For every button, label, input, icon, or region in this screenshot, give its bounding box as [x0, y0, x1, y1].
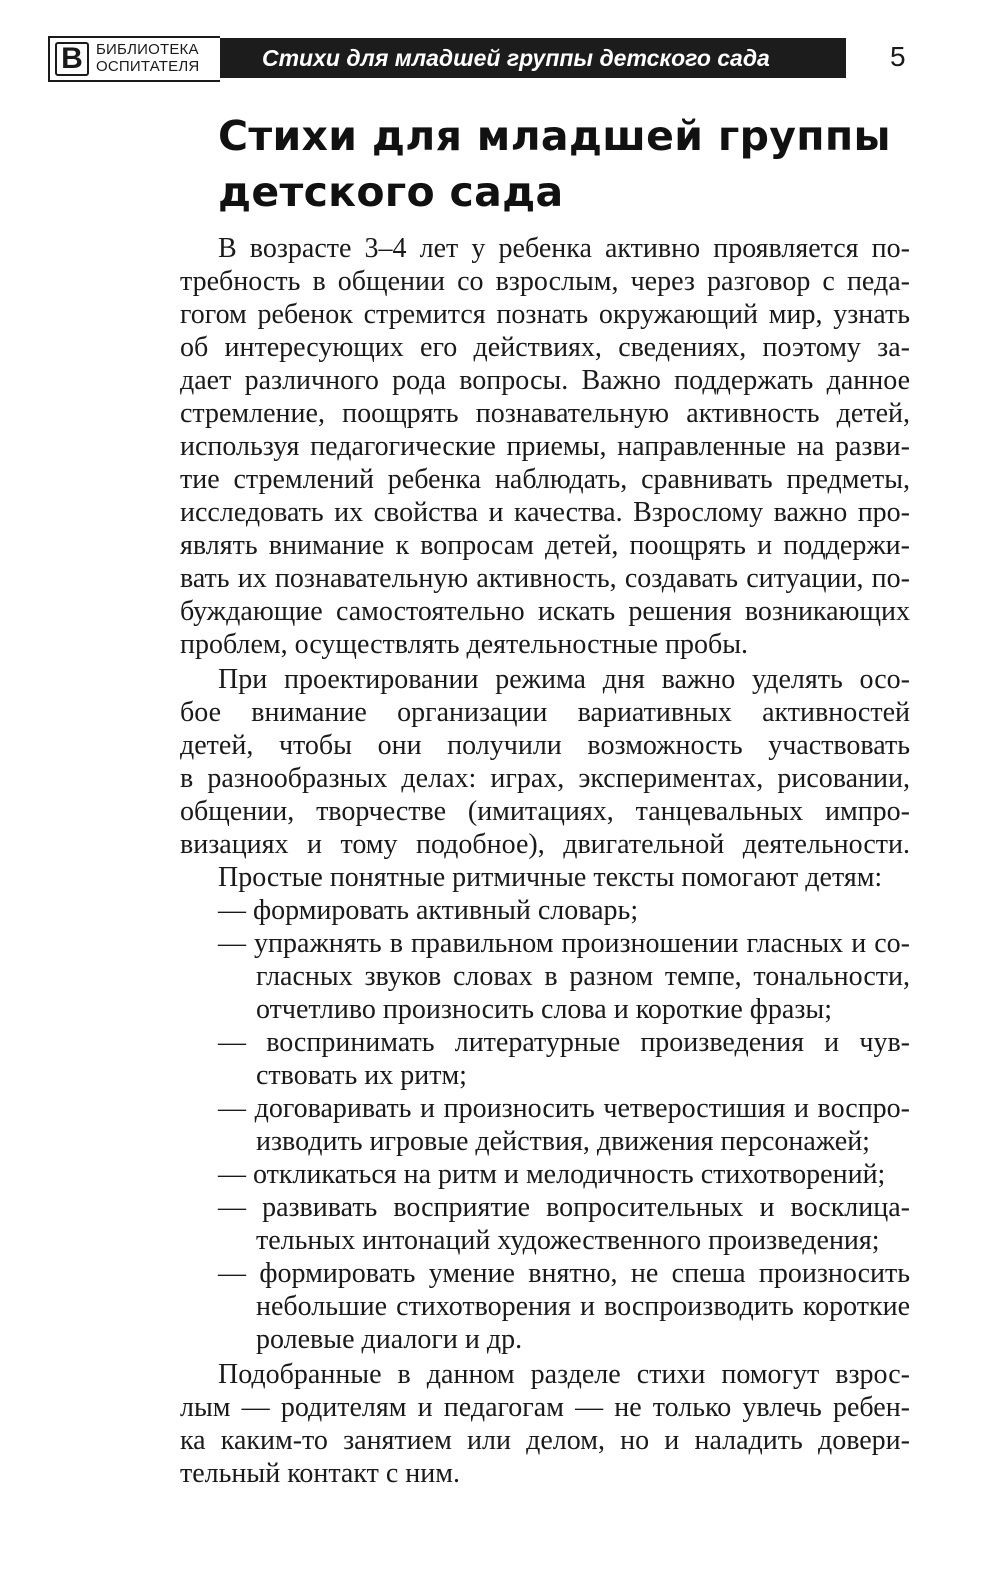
series-logo-line-2: ОСПИТАТЕЛЯ: [96, 58, 200, 75]
text-line: в разнообразных делах: играх, экспериментах, рисовании,: [180, 763, 910, 794]
text-line: гогом ребенок стремится познать окружающий мир, узнать: [180, 299, 910, 330]
series-logo-line-1: БИБЛИОТЕКА: [96, 41, 199, 58]
text-line: требность в общении со взрослым, через разговор с педа-: [180, 266, 910, 297]
text-line: проблем, осуществлять деятельностные пробы.: [180, 629, 749, 660]
running-header: [48, 36, 930, 84]
series-logo: [48, 36, 220, 82]
text-line: — формировать активный словарь;: [218, 895, 639, 926]
text-line: В возрасте 3–4 лет у ребенка активно проявляется по-: [218, 233, 910, 264]
list-item: [180, 1257, 910, 1356]
list-item: [180, 1092, 910, 1158]
text-line: общении, творчестве (имитациях, танцевальных импро-: [180, 796, 910, 827]
bullet-list: [180, 894, 910, 1356]
series-logo-letter: В: [55, 42, 89, 76]
paragraph-2: [180, 663, 910, 861]
text-line: бое внимание организации вариативных активностей: [180, 697, 910, 728]
text-line: Простые понятные ритмичные тексты помогают детям:: [218, 862, 883, 893]
list-intro: [180, 861, 910, 894]
paragraph-1: [180, 232, 910, 661]
text-line: небольшие стихотворения и воспроизводить короткие: [256, 1291, 910, 1322]
body-text: [180, 232, 910, 1490]
list-item: [180, 1158, 910, 1191]
text-line: тие стремлений ребенка наблюдать, сравнивать предметы,: [180, 464, 910, 495]
text-line: дает различного рода вопросы. Важно поддержать данное: [180, 365, 910, 396]
text-line: визациях и тому подобное), двигательной деятельности.: [180, 829, 910, 860]
text-line: детей, чтобы они получили возможность участвовать: [180, 730, 910, 761]
running-title: Стихи для младшей группы детского сада: [262, 45, 770, 71]
chapter-title: [218, 108, 918, 220]
text-line: изводить игровые действия, движения персонажей;: [256, 1126, 870, 1157]
text-line: тельных интонаций художественного произведения;: [256, 1225, 880, 1256]
text-line: отчетливо произносить слова и короткие фразы;: [256, 994, 832, 1025]
text-line: ка каким-то занятием или делом, но и наладить довери-: [180, 1425, 910, 1456]
text-line: гласных звуков словах в разном темпе, тональности,: [256, 961, 910, 992]
text-line: При проектировании режима дня важно уделять осо-: [218, 664, 910, 695]
text-line: — откликаться на ритм и мелодичность стихотворений;: [218, 1159, 886, 1190]
text-line: ствовать их ритм;: [256, 1060, 467, 1091]
text-line: лым — родителям и педагогам — не только увлечь ребен-: [180, 1392, 910, 1423]
text-line: — воспринимать литературные произведения и чув-: [218, 1027, 910, 1058]
chapter-title-line-1: Стихи для младшей группы: [218, 112, 891, 160]
paragraph-3: [180, 1358, 910, 1490]
text-line: — упражнять в правильном произношении гласных и со-: [218, 928, 910, 959]
text-line: являть внимание к вопросам детей, поощрять и поддержи-: [180, 530, 910, 561]
text-line: буждающие самостоятельно искать решения возникающих: [180, 596, 910, 627]
text-line: об интересующих его действиях, сведениях, поэтому за-: [180, 332, 910, 363]
text-line: вать их познавательную активность, создавать ситуации, по-: [180, 563, 910, 594]
text-line: используя педагогические приемы, направленные на разви-: [180, 431, 910, 462]
text-line: ролевые диалоги и др.: [256, 1324, 523, 1355]
text-line: тельный контакт с ним.: [180, 1458, 460, 1489]
running-title-banner: [220, 38, 846, 78]
header-rule: [48, 80, 220, 82]
page-number: 5: [890, 41, 906, 72]
list-item: [180, 927, 910, 1026]
text-line: — договаривать и произносить четверостишия и воспро-: [218, 1093, 910, 1124]
list-item: [180, 1191, 910, 1257]
chapter-title-line-2: детского сада: [218, 168, 564, 216]
text-line: стремление, поощрять познавательную активность детей,: [180, 398, 910, 429]
text-line: — развивать восприятие вопросительных и восклица-: [218, 1192, 910, 1223]
text-line: — формировать умение внятно, не спеша произносить: [218, 1258, 910, 1289]
text-line: Подобранные в данном разделе стихи помогут взрос-: [218, 1359, 910, 1390]
list-item: [180, 1026, 910, 1092]
list-item: [180, 894, 910, 927]
text-line: исследовать их свойства и качества. Взрослому важно про-: [180, 497, 910, 528]
